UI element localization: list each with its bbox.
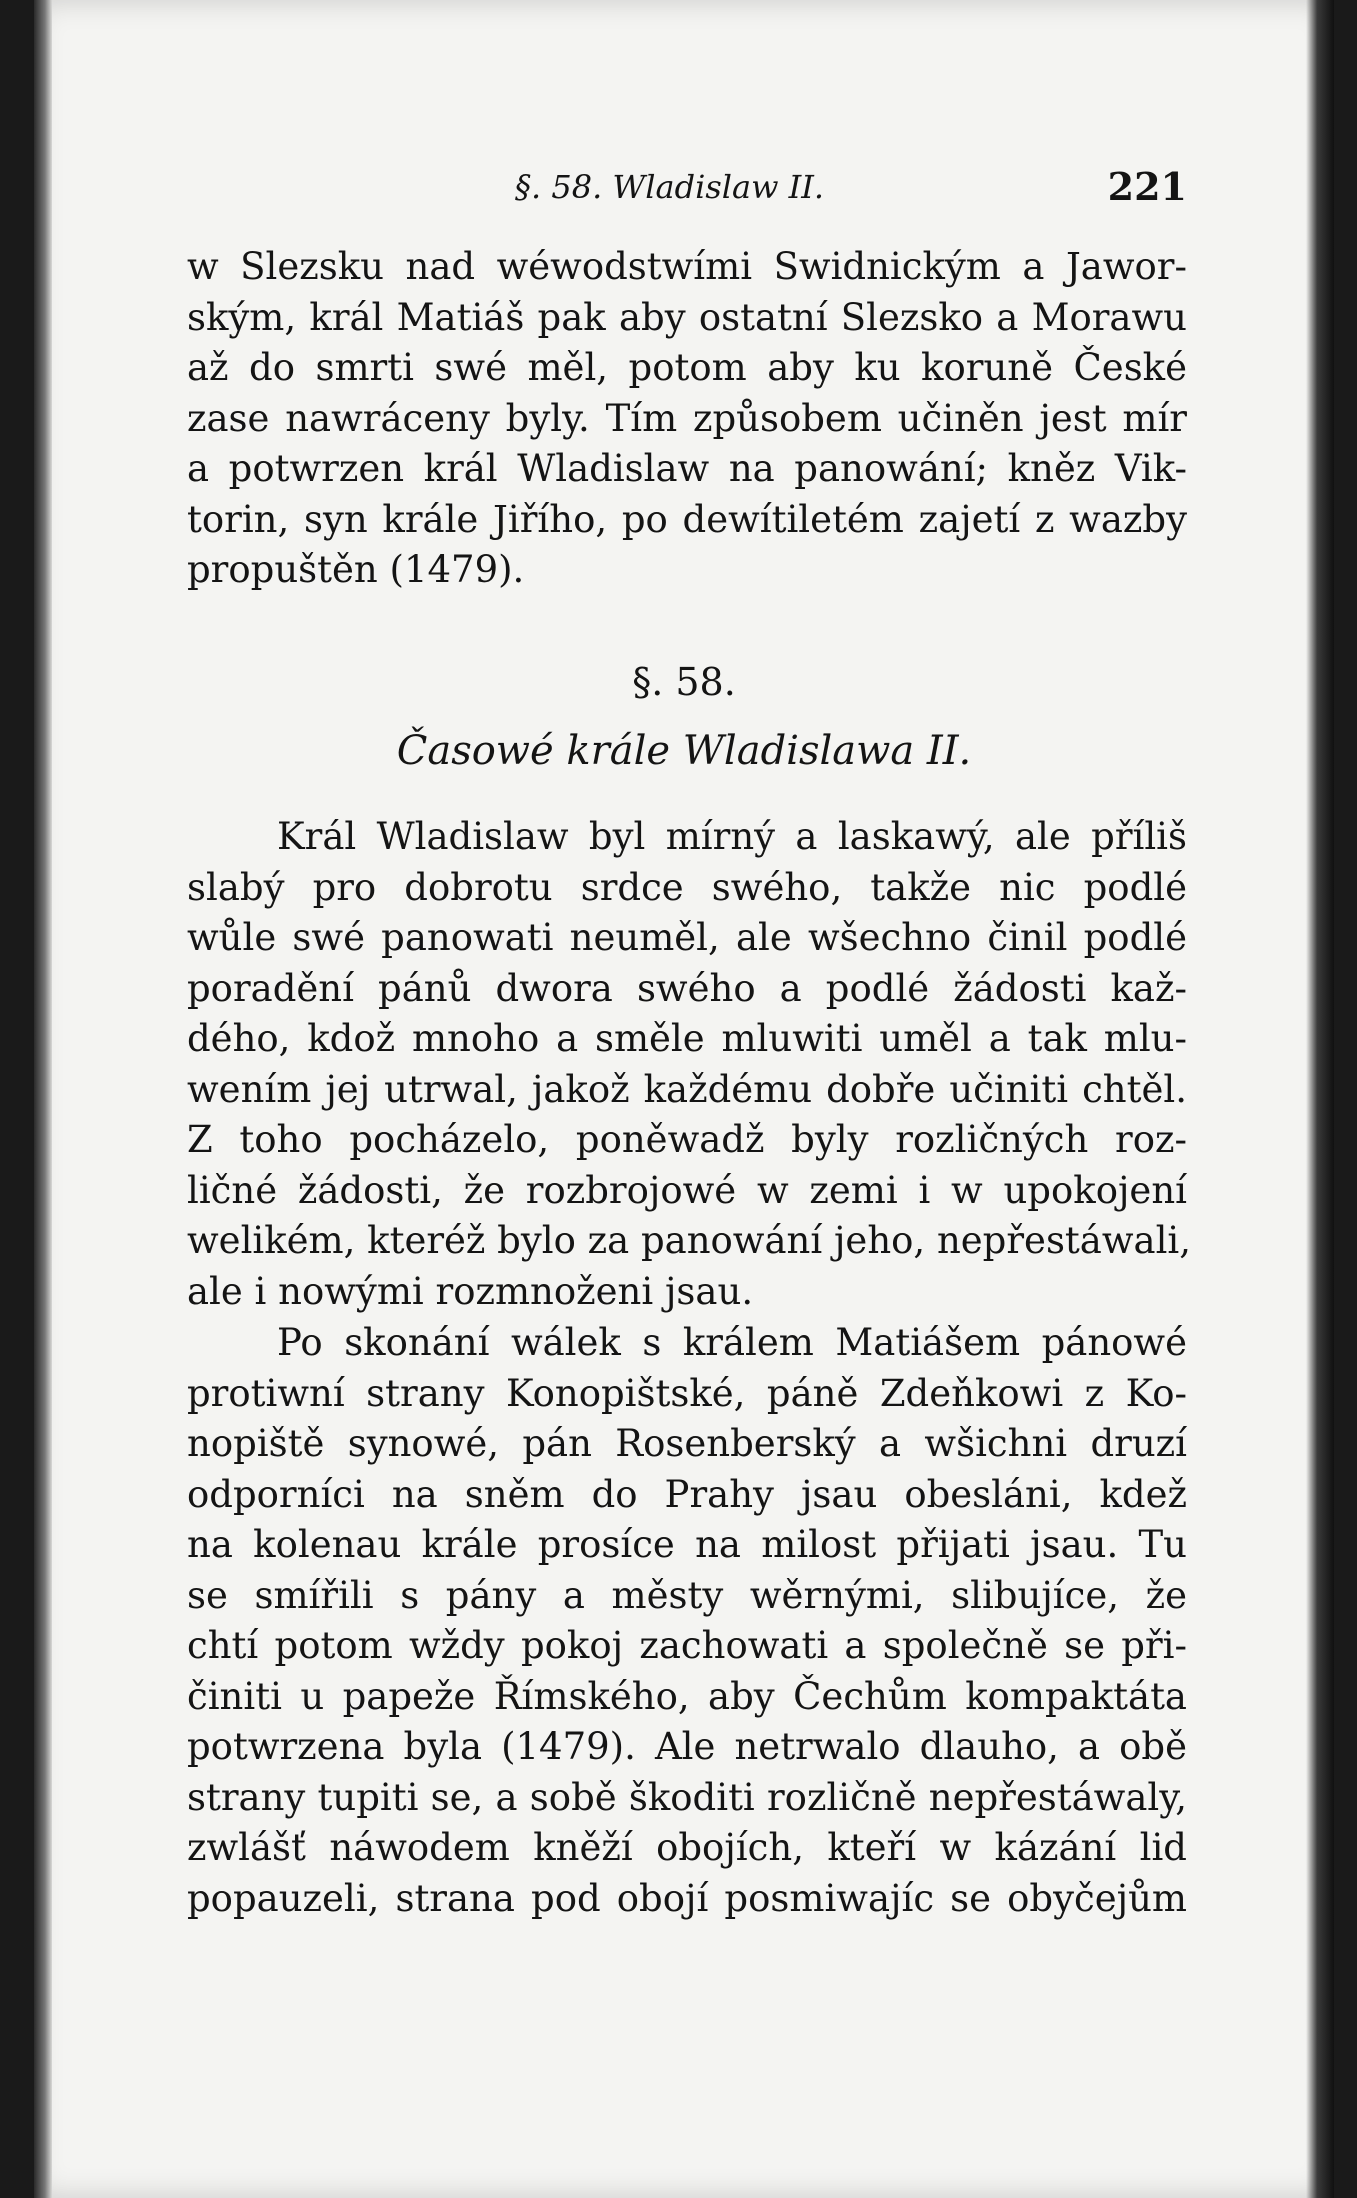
section-number: §. 58. (632, 660, 736, 704)
text-line: až do smrti swé měl, potom aby ku koruně České (187, 346, 1187, 389)
text-line: popauzeli, strana pod obojí posmiwajíc se obyčejům (187, 1876, 1187, 1920)
text-line: propuštěn (1479). (187, 548, 525, 591)
text-line: protiwní strany Konopištské, páně Zdeňkowi z Ko- (187, 1371, 1187, 1415)
text-line: w Slezsku nad wéwodstwími Swidnickým a Jawor- (187, 245, 1187, 288)
text-line: a potwrzen král Wladislaw na panowání; kněz Vik- (187, 447, 1187, 490)
text-line: Po skonání wálek s králem Matiášem pánowé (277, 1321, 1187, 1364)
text-line: Král Wladislaw byl mírný a laskawý, ale příliš (277, 815, 1187, 858)
paragraph (187, 812, 1192, 1317)
text-line: ličné žádosti, že rozbrojowé w zemi i w upokojení (187, 1168, 1187, 1212)
text-line: zwlášť náwodem kněží obojích, kteří w kázání lid (187, 1826, 1187, 1869)
text-line: na kolenau krále prosíce na milost přijati jsau. Tu (187, 1523, 1187, 1566)
text-line: poradění pánů dwora swého a podlé žádosti kaž- (187, 966, 1187, 1010)
text-line: wením jej utrwal, jakož každému dobře učiniti chtěl. (187, 1067, 1187, 1111)
book-page (34, 0, 1334, 2198)
page-edge-shadow (1306, 0, 1334, 2198)
section-title: Časowé krále Wladislawa II. (396, 728, 972, 774)
text-line: se smířili s pány a městy wěrnými, slibujíce, že (187, 1573, 1187, 1617)
running-head (187, 160, 1187, 210)
text-line: wůle swé panowati neuměl, ale wšechno činil podlé (187, 916, 1187, 959)
page-number: 221 (1107, 164, 1187, 209)
text-line: chtí potom wždy pokoj zachowati a společně se při- (187, 1624, 1187, 1667)
text-line: Z toho pocházelo, poněwadž byly rozličných roz- (187, 1118, 1187, 1161)
text-line: welikém, kteréž bylo za panowání jeho, nepřestáwali, (187, 1219, 1192, 1262)
paragraph (187, 1318, 1187, 1924)
text-line: ským, král Matiáš pak aby ostatní Slezsko a Morawu (187, 295, 1187, 339)
text-line: činiti u papeže Římského, aby Čechům kompaktáta (187, 1674, 1187, 1718)
page-gutter (34, 0, 52, 2198)
text-line: odporníci na sněm do Prahy jsau obesláni, kdež (187, 1472, 1187, 1516)
text-line: ale i nowými rozmnoženi jsau. (187, 1269, 754, 1313)
text-line: dého, kdož mnoho a směle mluwiti uměl a tak mlu- (187, 1017, 1187, 1060)
text-line: nopiště synowé, pán Rosenberský a wšichni druzí (187, 1422, 1187, 1465)
text-line: strany tupiti se, a sobě škoditi rozličně nepřestáwaly, (187, 1775, 1187, 1819)
running-title: §. 58. Wladislaw II. (515, 168, 825, 206)
text-line: torin, syn krále Jiřího, po dewítiletém zajetí z wazby (187, 497, 1187, 541)
text-line: slabý pro dobrotu srdce swého, takže nic podlé (187, 865, 1187, 909)
paragraph-continued (187, 242, 1187, 596)
text-line: zase nawráceny byly. Tím způsobem učiněn jest mír (187, 396, 1187, 440)
text-line: potwrzena byla (1479). Ale netrwalo dlauho, a obě (187, 1725, 1187, 1768)
